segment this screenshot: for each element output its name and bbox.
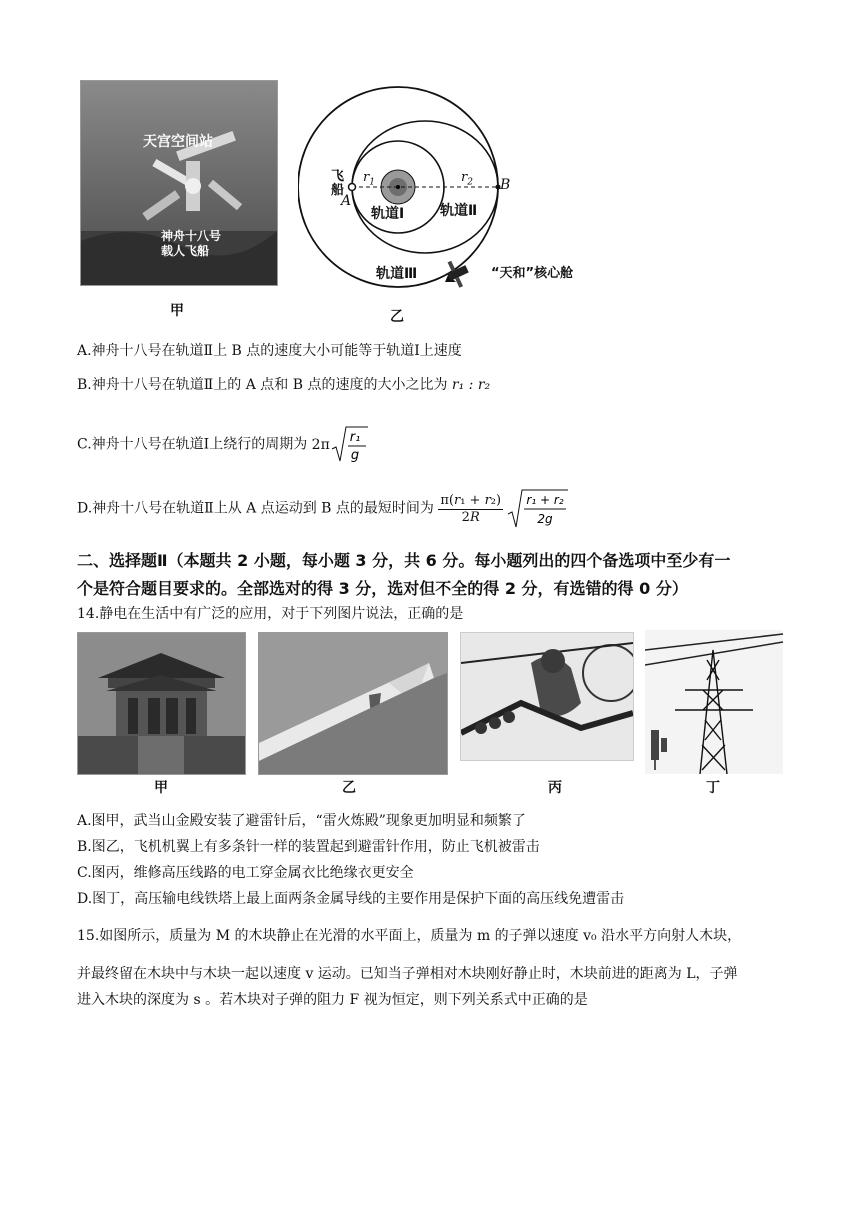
- tianhe-label: “天和”核心舱: [491, 266, 574, 281]
- ship-label-diagram: 飞船: [331, 169, 345, 198]
- orbit-2-label: 轨道Ⅱ: [440, 203, 478, 219]
- svg-text:2g: 2g: [537, 512, 553, 526]
- section-2-line-1: 二、选择题Ⅱ（本题共 2 小题，每小题 3 分，共 6 分。每小题列出的四个备选项中至少有一: [77, 551, 731, 570]
- q14-caption-ding: 丁: [706, 780, 720, 796]
- q14-caption-bing: 丙: [548, 780, 562, 796]
- q14-photo-wing: [258, 632, 448, 775]
- q13-option-c-expr: 2π r₁ g: [312, 425, 369, 465]
- svg-text:r₁: r₁: [349, 430, 361, 445]
- q13-option-d-expr: $\frac{\text{π(r₁ + r₂)}}{2R}$ r₁ + r₂ 2g: [438, 488, 569, 530]
- q13-option-a: A.神舟十八号在轨道Ⅱ上 B 点的速度大小可能等于轨道Ⅰ上速度: [77, 343, 462, 359]
- q13-option-c: C.神舟十八号在轨道Ⅰ上绕行的周期为 2π r₁ g: [77, 425, 369, 465]
- q14-option-b: B.图乙，飞机机翼上有多条针一样的装置起到避雷针作用，防止飞机被雷击: [77, 839, 540, 855]
- q14-stem: 14.静电在生活中有广泛的应用，对于下列图片说法，正确的是: [77, 606, 464, 622]
- q14-option-c: C.图丙，维修高压线路的电工穿金属衣比绝缘衣更安全: [77, 865, 414, 881]
- svg-text:r₁ + r₂: r₁ + r₂: [526, 493, 564, 507]
- q14-caption-yi: 乙: [342, 780, 356, 796]
- point-a: [349, 184, 356, 191]
- q14-caption-jia: 甲: [154, 780, 168, 796]
- q14-photo-temple: [77, 632, 246, 775]
- photo-caption-jia: 甲: [170, 303, 184, 319]
- diagram-caption-yi: 乙: [390, 309, 404, 325]
- station-label: 天宫空间站: [143, 134, 213, 150]
- q15-line-3: 进入木块的深度为 s 。若木块对子弹的阻力 F 视为恒定，则下列关系式中正确的是: [77, 992, 588, 1008]
- q15-line-2: 并最终留在木块中与木块一起以速度 v 运动。已知当子弹相对木块刚好静止时，木块前进的距离为 L，子弹: [77, 966, 738, 982]
- q14-option-a: A.图甲，武当山金殿安装了避雷针后，“雷火炼殿”现象更加明显和频繁了: [77, 813, 526, 829]
- space-station-photo: [80, 80, 278, 286]
- q13-option-d: D.神舟十八号在轨道Ⅱ上从 A 点运动到 B 点的最短时间为 $\frac{\text{π(r₁ + r₂)}}{2R}$ r₁ + r₂ 2g: [77, 488, 569, 530]
- r1-label: $r_1$: [363, 170, 375, 188]
- orbit-3-label: 轨道Ⅲ: [376, 266, 418, 282]
- section-2-line-2: 个是符合题目要求的。全部选对的得 3 分，选对但不全的得 2 分，有选错的得 0 分）: [77, 579, 688, 598]
- q14-photo-tower: [645, 630, 783, 774]
- point-a-label: A: [341, 193, 352, 209]
- orbit-1-label: 轨道Ⅰ: [371, 206, 405, 222]
- ship-label: 神舟十八号载人飞船: [161, 229, 222, 258]
- r2-label: $r_2$: [461, 170, 473, 188]
- svg-text:g: g: [350, 448, 359, 463]
- q14-option-d: D.图丁，高压输电线铁塔上最上面两条金属导线的主要作用是保护下面的高压线免遭雷击: [77, 891, 625, 907]
- q14-photo-electrician: [460, 632, 634, 761]
- q15-line-1: 15.如图所示，质量为 M 的木块静止在光滑的水平面上，质量为 m 的子弹以速度 v₀ 沿水平方向射人木块，: [77, 928, 742, 944]
- q13-option-b: B.神舟十八号在轨道Ⅱ上的 A 点和 B 点的速度的大小之比为 r₁ : r₂: [77, 377, 491, 393]
- q13-option-b-ratio: r₁ : r₂: [451, 377, 491, 393]
- point-b-label: B: [500, 177, 511, 193]
